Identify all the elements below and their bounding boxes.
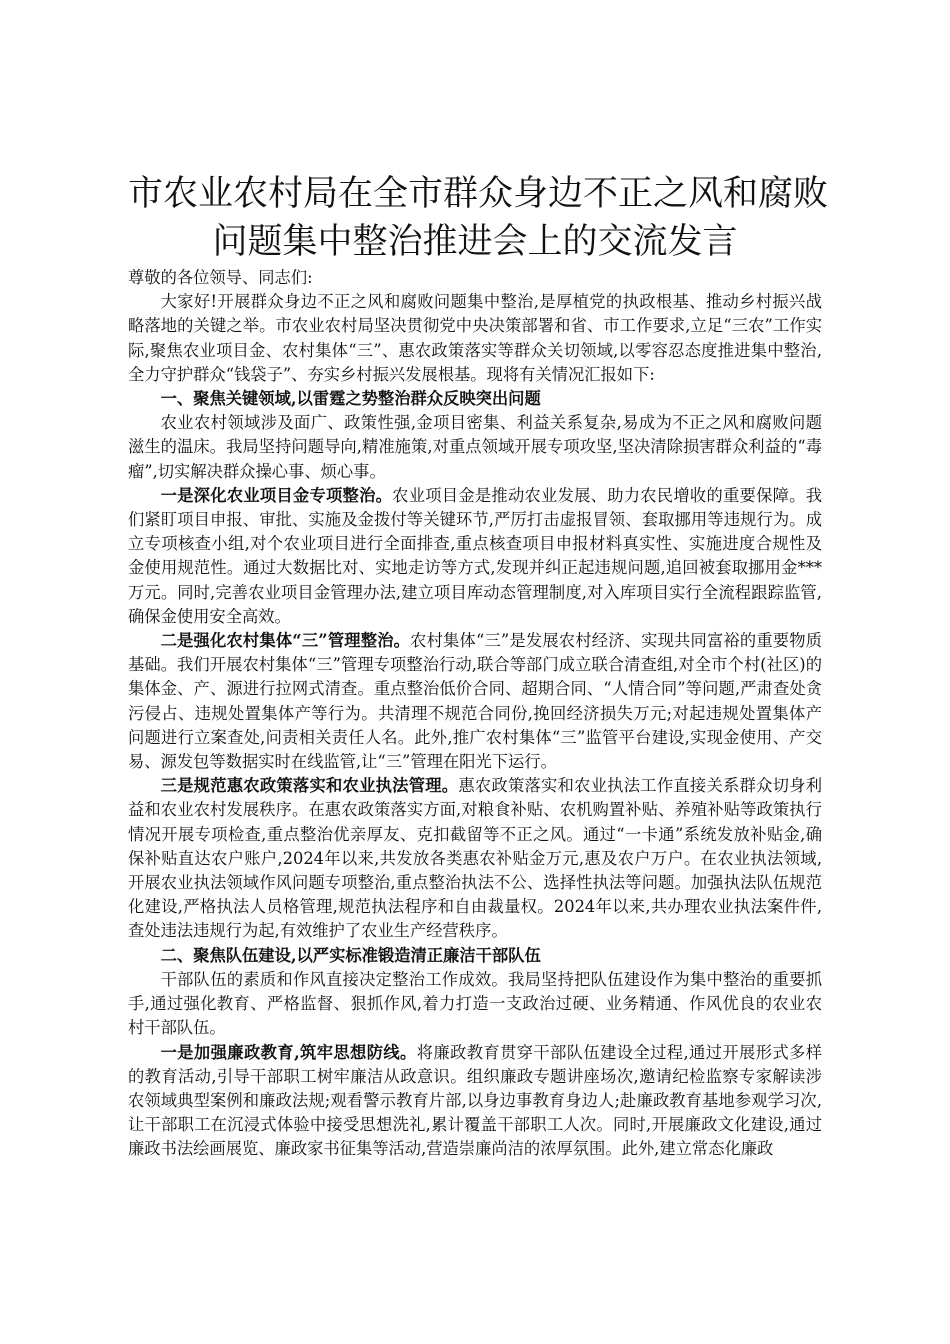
paragraph-text: 将廉政教育贯穿干部队伍建设全过程,通过开展形式多样的教育活动,引导干部职工树牢廉洁从政意识。组织廉政专题讲座场次,邀请纪检监察专家解读涉农领域典型案例和廉政法规;观看警示教育片部,以身边事教育身边人;赴廉政教育基地参观学习次,让干部职工在沉浸式体验中接受思想洗礼,累计覆盖干部职工人次。同时,开展廉政文化建设,通过廉政书法绘画展览、廉政家书征集等活动,营造崇廉尚洁的浓厚氛围。此外,建立常态化廉政 bbox=[128, 1042, 822, 1159]
paragraph-text: 农业项目金是推动农业发展、助力农民增收的重要保障。我们紧盯项目申报、审批、实施及金拨付等关键环节,严厉打击虚报冒领、套取挪用等违规行为。成立专项核查小组,对个农业项目进行全面排查,重点核查项目申报材料真实性、实施进度合规性及金使用规范性。通过大数据比对、实地走访等方式,发现并纠正起违规问题,追回被套取挪用金***万元。同时,完善农业项目金管理办法,建立项目库动态管理制度,对入库项目实行全流程跟踪监管,确保金使用安全高效。 bbox=[128, 485, 822, 626]
salutation: 尊敬的各位领导、同志们: bbox=[128, 268, 313, 287]
paragraph-text: 农村集体“三”是发展农村经济、实现共同富裕的重要物质基础。我们开展农村集体“三”管理专项整治行动,联合等部门成立联合清查组,对全市个村(社区)的集体金、产、源进行拉网式清查。重点整治低价合同、超期合同、“人情合同”等问题,严肃查处贪污侵占、违规处置集体产等行为。共清理不规范合同份,挽回经济损失万元;对起违规处置集体产问题进行立案查处,问责相关责任人名。此外,推广农村集体“三”监管平台建设,实现金使用、产交易、源发包等数据实时在线监管,让“三”管理在阳光下运行。 bbox=[128, 631, 822, 772]
paragraph-lead: 一是深化农业项目金专项整治。 bbox=[160, 485, 393, 505]
document-page bbox=[128, 170, 829, 1162]
paragraph-text: 惠农政策落实和农业执法工作直接关系群众切身利益和农业农村发展秩序。在惠农政策落实方面,对粮食补贴、农机购置补贴、养殖补贴等政策执行情况开展专项检查,重点整治优亲厚友、克扣截留等不正之风。通过“一卡通”系统发放补贴金,确保补贴直达农户账户,2024年以来,共发放各类惠农补贴金万元,惠及农户万户。在农业执法领域,开展农业执法领域作风问题专项整治,重点整治执法不公、选择性执法等问题。加强执法队伍规范化建设,严格执法人员格管理,规范执法程序和自由裁量权。2024年以来,共办理农业执法案件件,查处违法违规行为起,有效维护了农业生产经营秩序。 bbox=[128, 776, 822, 941]
section-2-paragraph-1 bbox=[128, 1041, 822, 1162]
section-1-paragraph-2 bbox=[128, 629, 822, 774]
paragraph-lead: 三是规范惠农政策落实和农业执法管理。 bbox=[160, 776, 459, 796]
section-1-intro: 农业农村领域涉及面广、政策性强,金项目密集、利益关系复杂,易成为不正之风和腐败问题滋生的温床。我局坚持问题导向,精准施策,对重点领域开展专项攻坚,坚决清除损害群众利益的“毒瘤”,切实解决群众操心事、烦心事。 bbox=[128, 413, 822, 481]
paragraph-lead: 二是强化农村集体“三”管理整治。 bbox=[160, 631, 411, 651]
section-2-intro: 干部队伍的素质和作风直接决定整治工作成效。我局坚持把队伍建设作为集中整治的重要抓手,通过强化教育、严格监督、狠抓作风,着力打造一支政治过硬、业务精通、作风优良的农业农村干部队伍。 bbox=[128, 969, 822, 1038]
title-line-1: 市农业农村局在全市群众身边不正之风和腐败 bbox=[128, 174, 829, 214]
section-1-paragraph-3 bbox=[128, 774, 822, 943]
section-1-heading: 一、聚焦关键领域,以雷霆之势整治群众反映突出问题 bbox=[160, 389, 541, 409]
section-1-paragraph-1 bbox=[128, 484, 822, 629]
paragraph-lead: 一是加强廉政教育,筑牢思想防线。 bbox=[160, 1042, 417, 1062]
section-2-heading: 二、聚焦队伍建设,以严实标准锻造清正廉洁干部队伍 bbox=[160, 945, 541, 965]
title-line-2: 问题集中整治推进会上的交流发言 bbox=[212, 222, 738, 262]
document-body bbox=[128, 266, 822, 1162]
document-title bbox=[128, 170, 829, 266]
intro-paragraph: 大家好!开展群众身边不正之风和腐败问题集中整治,是厚植党的执政根基、推动乡村振兴战略落地的关键之举。市农业农村局坚决贯彻党中央决策部署和省、市工作要求,立足“三农”工作实际,聚焦农业项目金、农村集体“三”、惠农政策落实等群众关切领域,以零容忍态度推进集中整治,全力守护群众“钱袋子”、夯实乡村振兴发展根基。现将有关情况汇报如下: bbox=[128, 292, 822, 384]
